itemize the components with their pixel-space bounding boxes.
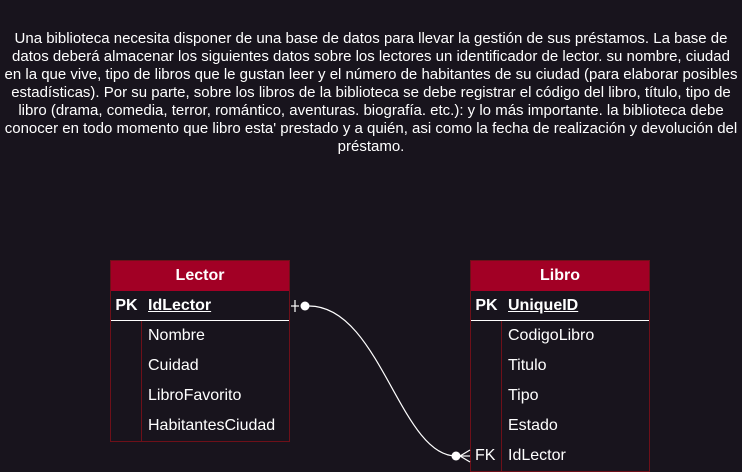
entity-libro-row[interactable] [471,411,649,441]
field-codigolibro[interactable]: CodigoLibro [508,327,595,344]
entity-libro-title[interactable]: Libro [471,261,649,291]
fk-label: FK [475,447,496,464]
field-idlector[interactable]: IdLector [148,296,212,314]
relationship-line [309,306,456,456]
entity-libro-fk-row[interactable] [471,441,649,471]
entity-lector-row[interactable] [111,411,289,441]
crows-foot-top [460,450,470,456]
entity-libro-row[interactable] [471,321,649,351]
field-fk-idlector[interactable]: IdLector [508,447,566,464]
key-cell [471,381,502,411]
key-cell [471,411,502,441]
entity-lector-row[interactable] [111,321,289,351]
field-titulo[interactable]: Titulo [508,357,547,374]
key-cell [111,321,142,351]
field-cuidad[interactable]: Cuidad [148,357,199,374]
entity-lector-row[interactable] [111,381,289,411]
field-habitantesciudad[interactable]: HabitantesCiudad [148,417,276,434]
problem-description: Una biblioteca necesita disponer de una base de datos para llevar la gestión de sus préstamos. La base de datos deberá almacenar los siguientes datos sobre los lectores un identificador de lector. su nombre, ciudad en la que vive, tipo de libros que le gustan leer y el número de habitantes de su ciudad (para elaborar posibles estadísticas). Por su parte, sobre los libros de la biblioteca se debe registrar el código del libro, título, tipo de libro (drama, comedia, terror, romántico, aventuras. biografía. etc.): y lo más importante. la biblioteca debe conocer en todo momento que libro esta' prestado y a quién, asi como la fecha de realización y devolución del préstamo. [4,30,738,155]
optional-circle-end [452,452,461,461]
optional-circle-start [301,302,310,311]
entity-libro-row[interactable] [471,381,649,411]
field-nombre[interactable]: Nombre [148,327,205,344]
key-cell [471,321,502,351]
field-estado[interactable]: Estado [508,417,558,434]
pk-label: PK [115,296,138,314]
key-cell [111,381,142,411]
field-tipo[interactable]: Tipo [508,387,539,404]
entity-lector[interactable] [110,260,290,442]
entity-lector-row[interactable] [111,351,289,381]
field-uniqueid[interactable]: UniqueID [508,296,579,314]
key-cell [111,411,142,441]
pk-label: PK [475,296,498,314]
entity-libro[interactable] [470,260,650,472]
entity-lector-title[interactable]: Lector [111,261,289,291]
key-cell [471,351,502,381]
entity-libro-row[interactable] [471,351,649,381]
entity-lector-pk-row[interactable] [111,291,289,321]
key-cell [111,351,142,381]
crows-foot-bottom [460,456,470,462]
entity-libro-pk-row[interactable] [471,291,649,321]
field-librofavorito[interactable]: LibroFavorito [148,387,242,404]
